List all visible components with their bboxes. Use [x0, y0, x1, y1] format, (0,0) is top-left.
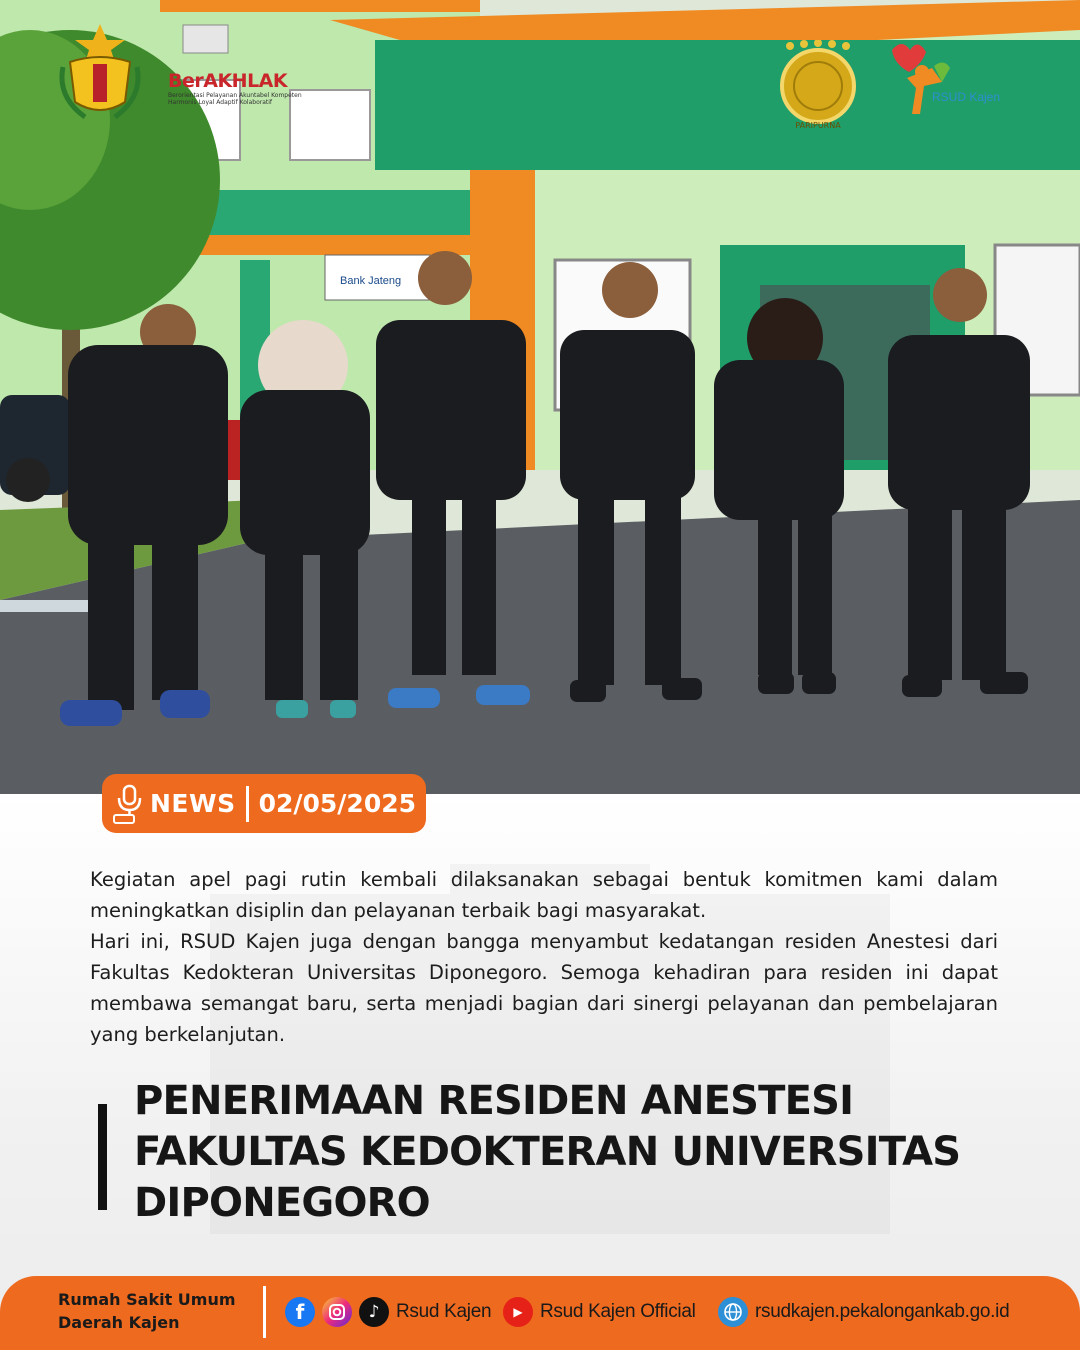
kabupaten-emblem-icon — [55, 22, 145, 122]
headline-accent-bar — [98, 1104, 107, 1210]
bank-sign-text: Bank Jateng — [340, 275, 402, 287]
article-paragraph-2: Hari ini, RSUD Kajen juga dengan bangga menyambut kedatangan residen Anestesi dari Fakultas Kedokteran Universitas Diponegoro. Semoga kehadiran para residen ini dapat membawa semangat baru, serta menjadi bagian dari sinergi pelayanan dan pembelajaran yang berkelanjutan. — [90, 930, 998, 1046]
berakhlak-word: BerAKHLAK — [168, 70, 288, 92]
headline-line-3: DIPONEGORO — [134, 1180, 430, 1226]
microphone-icon — [112, 784, 146, 824]
social-accounts[interactable] — [285, 1296, 491, 1328]
tiktok-icon[interactable]: ♪ — [359, 1297, 389, 1327]
article-paragraph-1: Kegiatan apel pagi rutin kembali dilaksanakan sebagai bentuk komitmen kami dalam meningkatkan disiplin dan pelayanan terbaik bagi masyarakat. — [90, 868, 998, 922]
berakhlak-tagline-2: Harmonis Loyal Adaptif Kolaboratif — [168, 99, 273, 106]
news-badge — [102, 774, 426, 833]
rsud-kajen-logo-icon — [872, 38, 1002, 120]
youtube-icon[interactable]: ▶ — [503, 1297, 533, 1327]
instagram-icon[interactable] — [322, 1297, 352, 1327]
youtube-account-name[interactable]: Rsud Kajen Official — [540, 1301, 696, 1322]
headline — [134, 1076, 1034, 1229]
paripurna-label: PARIPURNA — [795, 121, 841, 130]
footer-bar — [0, 1276, 1080, 1350]
website-url[interactable]: rsudkajen.pekalongankab.go.id — [755, 1301, 1010, 1322]
footer-hospital-line-2: Daerah Kajen — [58, 1313, 180, 1332]
berakhlak-tagline-1: Berorientasi Pelayanan Akuntabel Kompeten — [168, 92, 302, 99]
article-body — [90, 864, 998, 1050]
facebook-icon[interactable]: f — [285, 1297, 315, 1327]
rsud-kajen-logo-text: RSUD Kajen — [932, 90, 1001, 104]
social-account-name[interactable]: Rsud Kajen — [396, 1301, 492, 1322]
footer-hospital-line-1: Rumah Sakit Umum — [58, 1290, 236, 1309]
berakhlak-tagline — [168, 92, 308, 106]
website-link[interactable] — [718, 1296, 1009, 1328]
footer-hospital-name — [58, 1288, 236, 1334]
headline-line-2: FAKULTAS KEDOKTERAN UNIVERSITAS — [134, 1129, 961, 1175]
badge-divider — [246, 786, 249, 822]
footer-divider — [263, 1286, 266, 1338]
news-date: 02/05/2025 — [258, 789, 417, 818]
headline-line-1: PENERIMAAN RESIDEN ANESTESI — [134, 1078, 854, 1124]
berakhlak-logo — [168, 70, 308, 106]
paripurna-badge-icon — [776, 40, 860, 132]
globe-icon[interactable] — [718, 1297, 748, 1327]
rsud-kajen-logo — [872, 38, 1002, 120]
news-label: NEWS — [150, 789, 236, 818]
youtube-account[interactable] — [503, 1296, 696, 1328]
